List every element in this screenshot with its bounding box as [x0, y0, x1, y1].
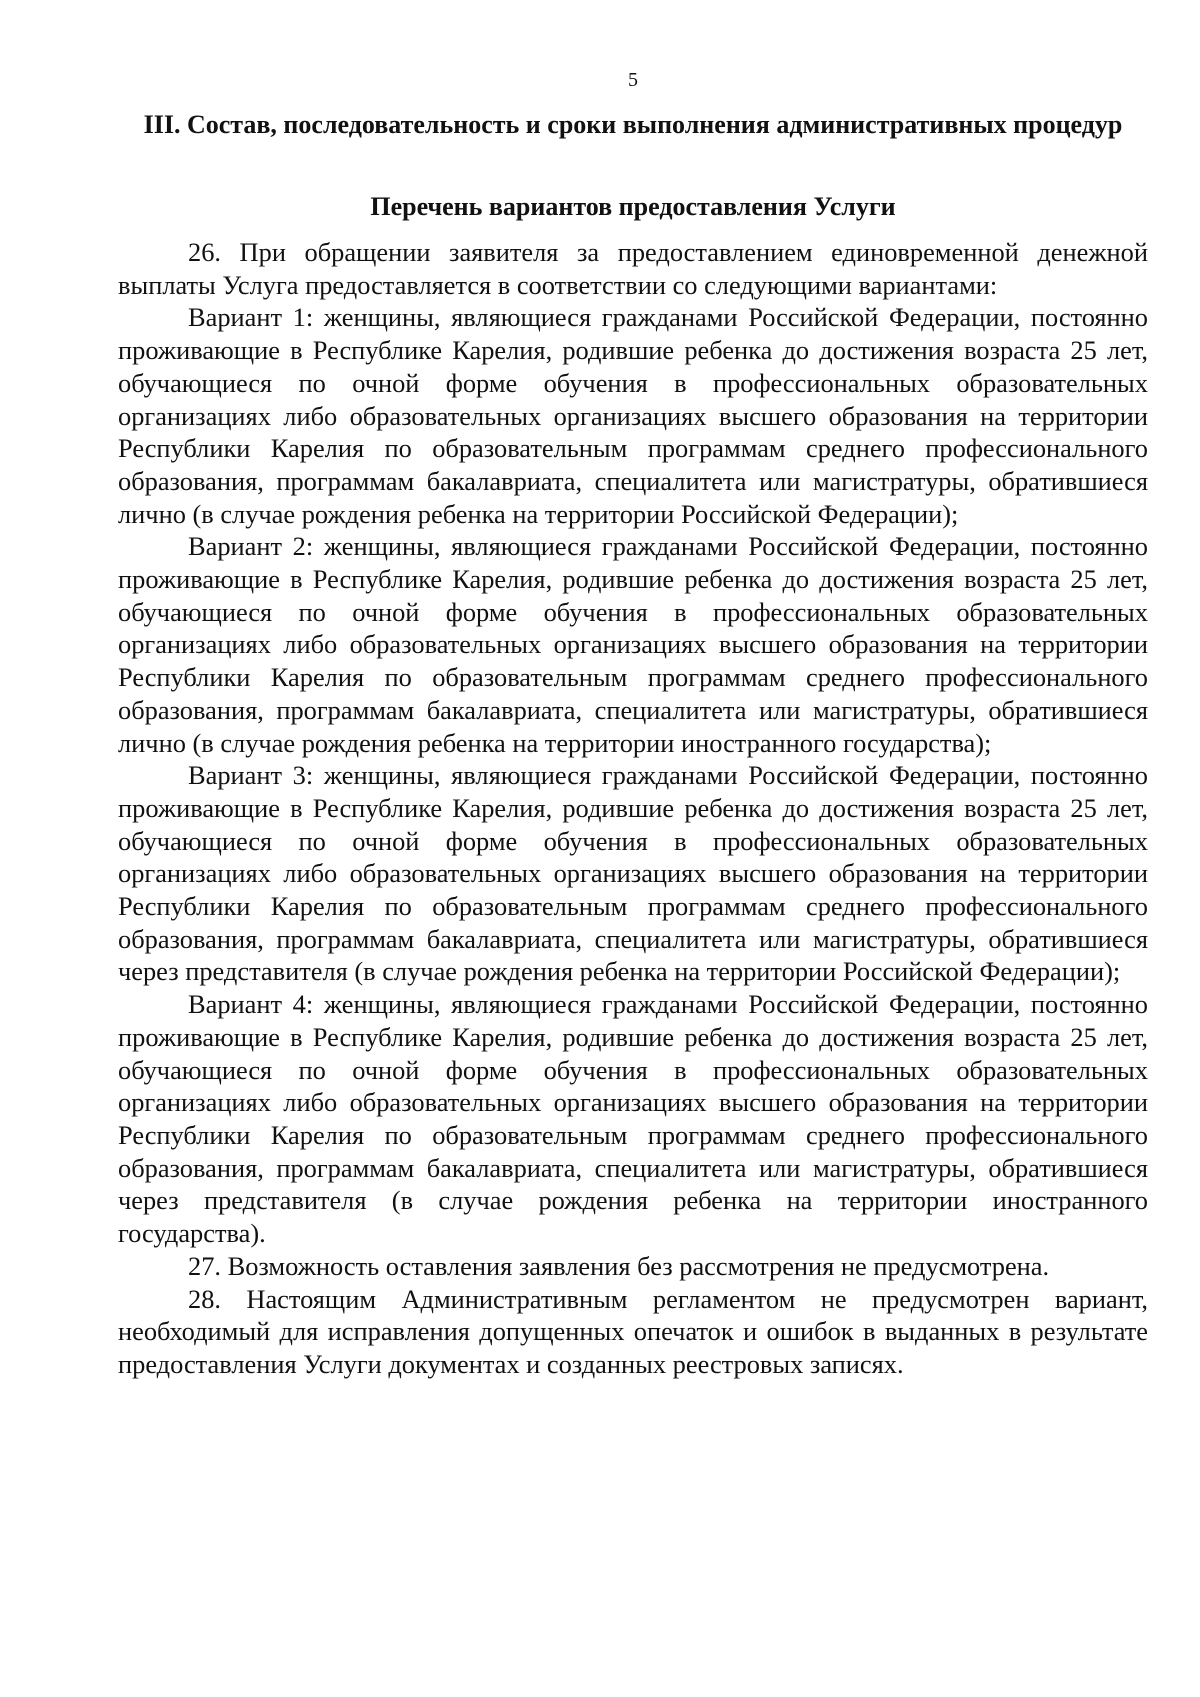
- body-text: [118, 236, 1148, 1381]
- paragraph-variant-4: Вариант 4: женщины, являющиеся гражданами Российской Федерации, постоянно проживающие в Республике Карелия, родившие ребенка до достижения возраста 25 лет, обучающиеся по очной форме обучения в профессиональных образовательных организациях либо образовательных организациях высшего образования на территории Республики Карелия по образовательным программам среднего профессионального образования, программам бакалавриата, специалитета или магистратуры, обратившиеся через представителя (в случае рождения ребенка на территории иностранного государства).: [118, 989, 1148, 1249]
- document-page: [118, 66, 1148, 1381]
- section-title: III. Состав, последовательность и сроки выполнения административных процедур: [143, 110, 1123, 139]
- paragraph-variant-1: Вариант 1: женщины, являющиеся гражданами Российской Федерации, постоянно проживающие в Республике Карелия, родившие ребенка до достижения возраста 25 лет, обучающиеся по очной форме обучения в профессиональных образовательных организациях либо образовательных организациях высшего образования на территории Республики Карелия по образовательным программам среднего профессионального образования, программам бакалавриата, специалитета или магистратуры, обратившиеся лично (в случае рождения ребенка на территории Российской Федерации);: [118, 302, 1148, 529]
- paragraph-26: 26. При обращении заявителя за предоставлением единовременной денежной выплаты Услуга предоставляется в соответствии со следующими вариантами:: [118, 237, 1148, 300]
- paragraph-28: 28. Настоящим Административным регламентом не предусмотрен вариант, необходимый для исправления допущенных опечаток и ошибок в выданных в результате предоставления Услуги документах и созданных реестровых записях.: [118, 1283, 1148, 1379]
- paragraph-variant-3: Вариант 3: женщины, являющиеся гражданами Российской Федерации, постоянно проживающие в Республике Карелия, родившие ребенка до достижения возраста 25 лет, обучающиеся по очной форме обучения в профессиональных образовательных организациях либо образовательных организациях высшего образования на территории Республики Карелия по образовательным программам среднего профессионального образования, программам бакалавриата, специалитета или магистратуры, обратившиеся через представителя (в случае рождения ребенка на территории Российской Федерации);: [118, 760, 1148, 987]
- page-number: 5: [628, 69, 638, 91]
- paragraph-27: 27. Возможность оставления заявления без рассмотрения не предусмотрена.: [188, 1250, 1050, 1281]
- subsection-title: Перечень вариантов предоставления Услуги: [370, 192, 896, 221]
- paragraph-variant-2: Вариант 2: женщины, являющиеся гражданами Российской Федерации, постоянно проживающие в Республике Карелия, родившие ребенка до достижения возраста 25 лет, обучающиеся по очной форме обучения в профессиональных образовательных организациях либо образовательных организациях высшего образования на территории Республики Карелия по образовательным программам среднего профессионального образования, программам бакалавриата, специалитета или магистратуры, обратившиеся лично (в случае рождения ребенка на территории иностранного государства);: [118, 531, 1148, 758]
